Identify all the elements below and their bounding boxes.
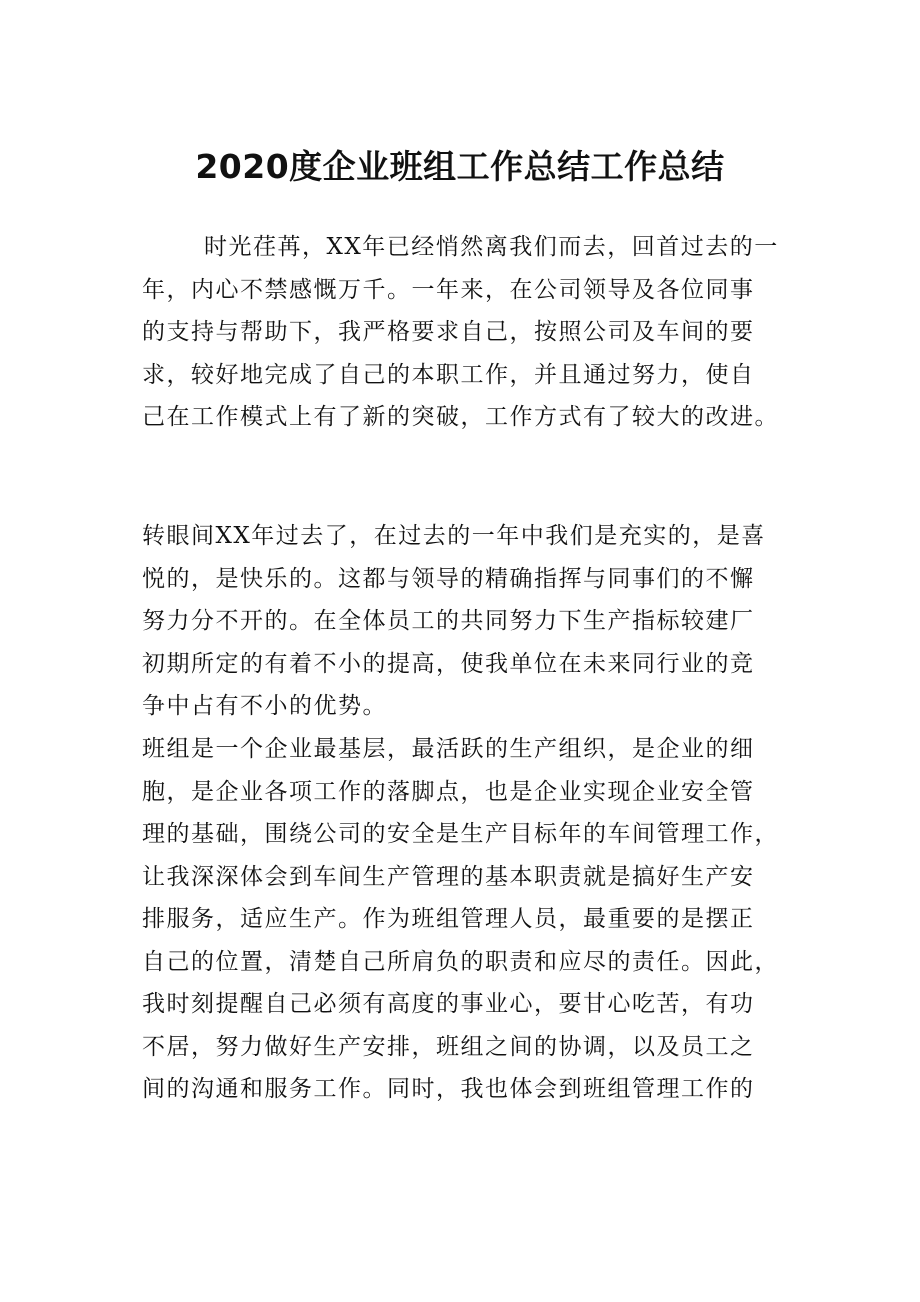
paragraph-3-line-1: 班组是一个企业最基层，最活跃的生产组织，是企业的细 (142, 736, 755, 762)
paragraph-2-line-4: 初期所定的有着不小的提高，使我单位在未来同行业的竞 (142, 650, 755, 677)
paragraph-3-line-4: 让我深深体会到车间生产管理的基本职责就是搞好生产安 (142, 863, 755, 890)
paragraph-3-line-8: 不居，努力做好生产安排，班组之间的协调，以及员工之 (142, 1033, 755, 1060)
paragraph-1-line-5: 己在工作模式上有了新的突破，工作方式有了较大的改进。 (142, 404, 779, 430)
paragraph-3-line-2: 胞，是企业各项工作的落脚点，也是企业实现企业安全管 (142, 778, 755, 805)
paragraph-2-line-5: 争中占有不小的优势。 (142, 693, 387, 719)
paragraph-2-line-1: 转眼间XX年过去了，在过去的一年中我们是充实的，是喜 (142, 523, 766, 549)
paragraph-3-line-3: 理的基础，围绕公司的安全是生产目标年的车间管理工作， (142, 821, 779, 847)
document-title: 2020度企业班组工作总结工作总结 (195, 147, 725, 186)
paragraph-1-line-1: 时光荏苒，XX年已经悄然离我们而去，回首过去的一 (204, 234, 779, 260)
paragraph-1-line-4: 求，较好地完成了自己的本职工作，并且通过努力，使自 (142, 361, 755, 388)
paragraph-3-line-9: 间的沟通和服务工作。同时，我也体会到班组管理工作的 (142, 1076, 755, 1102)
paragraph-1 (142, 226, 787, 439)
paragraph-3 (142, 728, 787, 1111)
paragraph-3-line-5: 排服务，适应生产。作为班组管理人员，最重要的是摆正 (142, 906, 755, 932)
paragraph-3-line-7: 我时刻提醒自己必须有高度的事业心，要甘心吃苦，有功 (142, 991, 755, 1017)
paragraph-3-line-6: 自己的位置，清楚自己所肩负的职责和应尽的责任。因此， (142, 948, 779, 975)
paragraph-2-line-2: 悦的，是快乐的。这都与领导的精确指挥与同事们的不懈 (142, 565, 755, 592)
paragraph-1-line-2: 年，内心不禁感慨万千。一年来，在公司领导及各位同事 (142, 276, 755, 303)
paragraph-2 (142, 515, 787, 728)
paragraph-1-line-3: 的支持与帮助下，我严格要求自己，按照公司及车间的要 (142, 319, 755, 345)
paragraph-2-line-3: 努力分不开的。在全体员工的共同努力下生产指标较建厂 (142, 608, 755, 634)
